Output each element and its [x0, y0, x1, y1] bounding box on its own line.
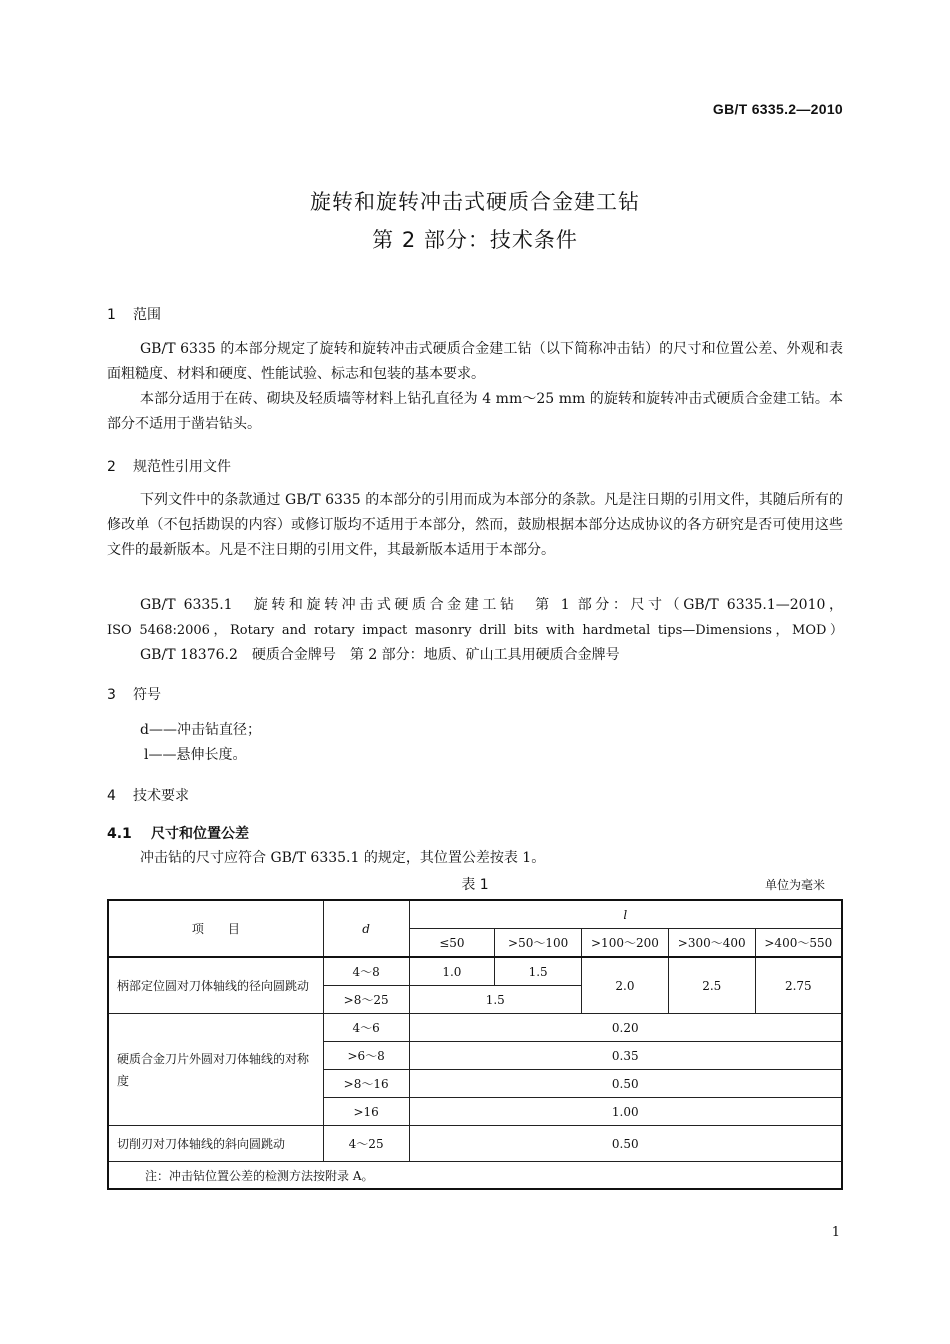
symbol-l: l——悬伸长度。	[144, 747, 247, 763]
scope-paragraph-2: 本部分适用于在砖、砌块及轻质墙等材料上钻孔直径为 4 mm～25 mm 的旋转和旋转冲击式硬质合金建工钻。本部分不适用于凿岩钻头。	[107, 391, 843, 432]
header-l-range: >50～100	[495, 929, 582, 958]
document-subtitle: 第 2 部分：技术条件	[372, 228, 578, 252]
section-number: 1	[107, 307, 116, 323]
reference-item-1: GB/T 6335.1 旋转和旋转冲击式硬质合金建工钻 第 1 部分：尺寸（GB/T 6335.1—2010，	[140, 597, 843, 613]
table-cell: 1.0	[409, 957, 495, 986]
table-cell: 0.20	[409, 1014, 842, 1042]
header-l-range: >100～200	[582, 929, 669, 958]
table-cell: >16	[323, 1098, 409, 1126]
references-paragraph: 下列文件中的条款通过 GB/T 6335 的本部分的引用而成为本部分的条款。凡是注日期的引用文件，其随后所有的修改单（不包括勘误的内容）或修订版均不适用于本部分，然而，鼓励根据本部分达成协议的各方研究是否可使用这些文件的最新版本。凡是不注日期的引用文件，其最新版本适用于本部分。	[107, 492, 843, 558]
table-row	[108, 1014, 842, 1042]
header-l-range: ≤50	[409, 929, 495, 958]
section-heading-scope	[107, 304, 161, 324]
table-title: 表 1	[461, 877, 489, 893]
table-unit: 单位为毫米	[764, 878, 825, 892]
header-l: l	[409, 900, 842, 929]
section-title: 尺寸和位置公差	[151, 826, 249, 842]
table-note: 注：冲击钻位置公差的检测方法按附录 A。	[108, 1162, 842, 1190]
table-cell: 2.5	[668, 957, 755, 1014]
section-number: 2	[107, 459, 116, 475]
section-title: 规范性引用文件	[133, 459, 231, 475]
subsection-heading-tolerances	[107, 823, 249, 843]
table-cell: 2.0	[582, 957, 669, 1014]
row-label-symmetry: 硬质合金刀片外圆对刀体轴线的对称度	[108, 1014, 323, 1126]
table-header-row	[108, 900, 842, 929]
standard-number: GB/T 6335.2—2010	[712, 101, 843, 117]
header-item: 项 目	[108, 900, 323, 957]
table-cell: 4～25	[323, 1126, 409, 1162]
section-number: 4	[107, 788, 116, 804]
reference-item-2: GB/T 18376.2 硬质合金牌号 第 2 部分：地质、矿山工具用硬质合金牌号	[140, 647, 620, 663]
table-cell: >8～16	[323, 1070, 409, 1098]
table-row	[108, 1126, 842, 1162]
table-note-row	[108, 1162, 842, 1190]
header-l-range: >400～550	[755, 929, 842, 958]
table-cell: 4～8	[323, 957, 409, 986]
tolerances-paragraph: 冲击钻的尺寸应符合 GB/T 6335.1 的规定，其位置公差按表 1。	[140, 850, 546, 866]
table-cell: 1.5	[409, 986, 582, 1014]
table-cell: 0.50	[409, 1126, 842, 1162]
symbol-d: d——冲击钻直径；	[140, 722, 261, 738]
tolerance-table	[107, 899, 843, 1190]
page-number: 1	[831, 1225, 840, 1240]
table-cell: >6～8	[323, 1042, 409, 1070]
reference-item-1-continued: ISO 5468:2006，Rotary and rotary impact masonry drill bits with hardmetal tips—Dimensions，MOD）	[107, 623, 843, 638]
section-number: 4.1	[107, 826, 132, 842]
table-cell: 2.75	[755, 957, 842, 1014]
section-heading-technical-requirements	[107, 785, 189, 805]
table-cell: 0.35	[409, 1042, 842, 1070]
section-number: 3	[107, 687, 116, 703]
table-cell: 1.00	[409, 1098, 842, 1126]
table-cell: 4～6	[323, 1014, 409, 1042]
table-cell: 0.50	[409, 1070, 842, 1098]
row-label-oblique-runout: 切削刃对刀体轴线的斜向圆跳动	[108, 1126, 323, 1162]
section-title: 符号	[133, 687, 161, 703]
section-heading-normative-references	[107, 456, 231, 476]
section-title: 技术要求	[133, 788, 189, 804]
table-row	[108, 957, 842, 986]
header-l-range: >300～400	[668, 929, 755, 958]
scope-paragraph-1: GB/T 6335 的本部分规定了旋转和旋转冲击式硬质合金建工钻（以下简称冲击钻）的尺寸和位置公差、外观和表面粗糙度、材料和硬度、性能试验、标志和包装的基本要求。	[107, 341, 843, 382]
row-label-radial-runout: 柄部定位圆对刀体轴线的径向圆跳动	[108, 957, 323, 1014]
document-title: 旋转和旋转冲击式硬质合金建工钻	[310, 190, 640, 214]
section-title: 范围	[133, 307, 161, 323]
table-cell: 1.5	[495, 957, 582, 986]
header-d: d	[323, 900, 409, 957]
table-cell: >8～25	[323, 986, 409, 1014]
section-heading-symbols	[107, 684, 161, 704]
